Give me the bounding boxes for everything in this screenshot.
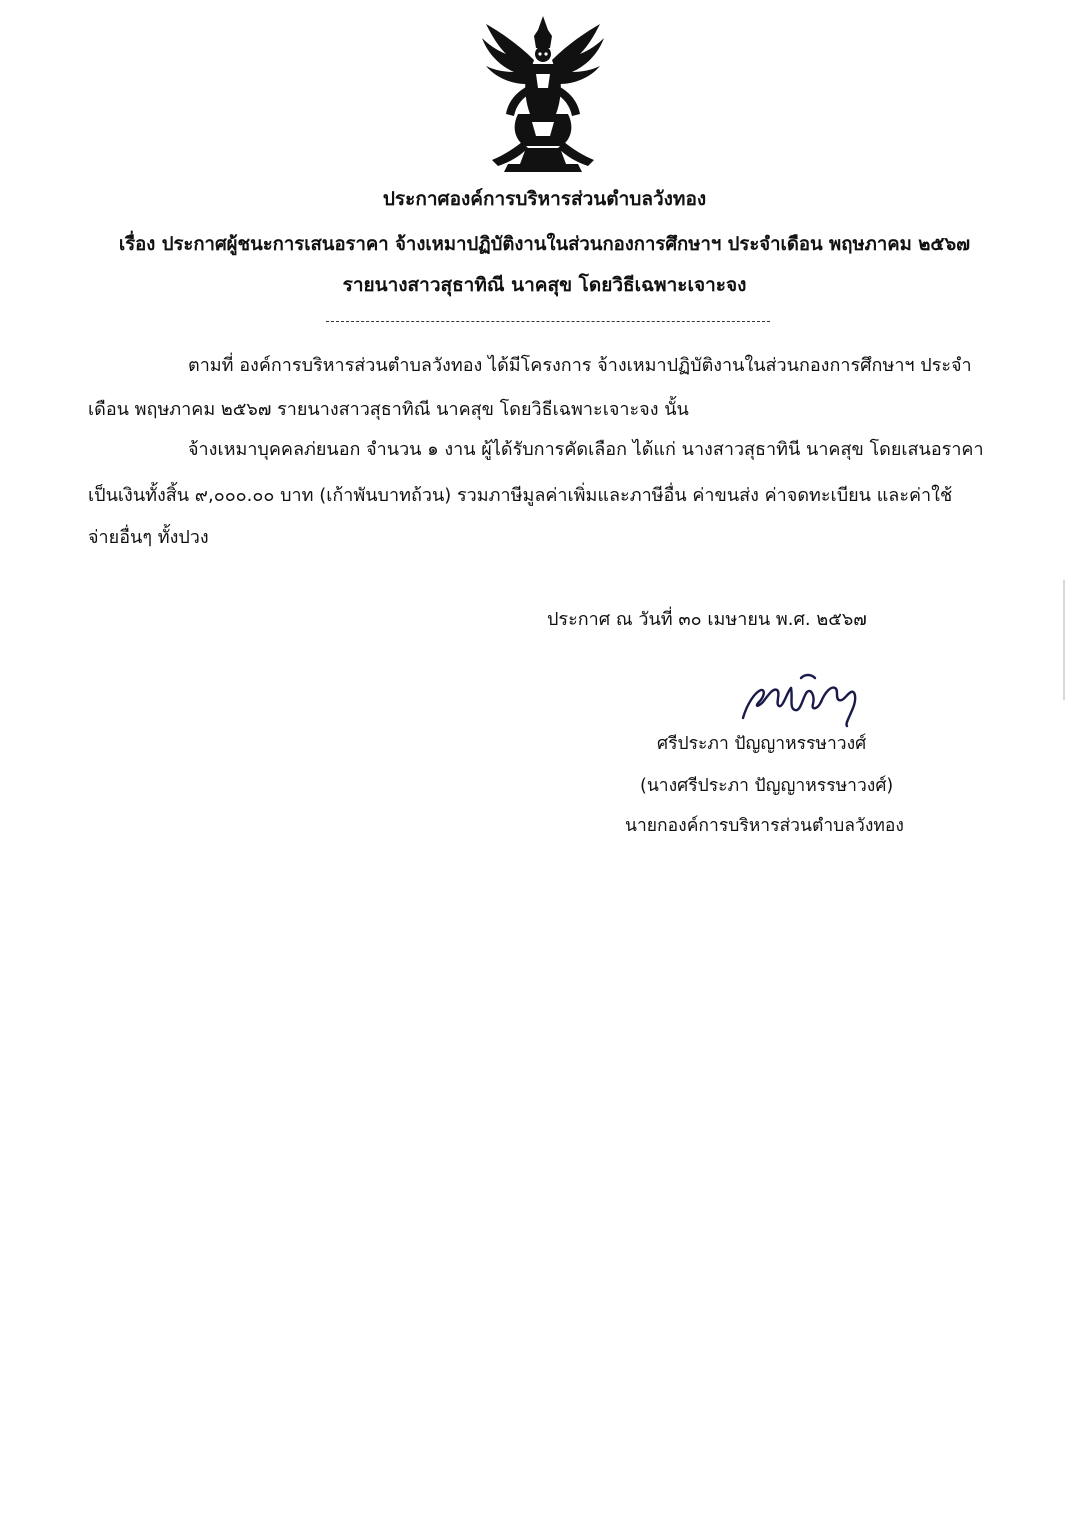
handwritten-signature-icon bbox=[735, 668, 865, 728]
signatory-position: นายกองค์การบริหารส่วนตำบลวังทอง bbox=[625, 816, 904, 836]
announcement-title: ประกาศองค์การบริหารส่วนตำบลวังทอง bbox=[382, 188, 707, 210]
body-paragraph-1-line-1: ตามที่ องค์การบริหารส่วนตำบลวังทอง ได้มีโครงการ จ้างเหมาปฏิบัติงานในส่วนกองการศึกษาฯ ประจำ bbox=[188, 355, 972, 376]
body-paragraph-2-line-3: จ่ายอื่นๆ ทั้งปวง bbox=[88, 527, 209, 548]
announcement-subject-continued: รายนางสาวสุธาทิณี นาคสุข โดยวิธีเฉพาะเจาะจง bbox=[342, 274, 747, 296]
garuda-emblem-icon bbox=[478, 14, 608, 176]
header-divider bbox=[326, 321, 770, 322]
body-paragraph-1-line-2: เดือน พฤษภาคม ๒๕๖๗ รายนางสาวสุธาทิณี นาคสุข โดยวิธีเฉพาะเจาะจง นั้น bbox=[88, 399, 689, 420]
body-paragraph-2-line-1: จ้างเหมาบุคคลภ่ยนอก จำนวน ๑ งาน ผู้ได้รับการคัดเลือก ได้แก่ นางสาวสุธาทินี นาคสุข โดยเสนอราคา bbox=[188, 439, 984, 460]
signatory-name: ศรีประภา ปัญญาหรรษาวงศ์ bbox=[657, 734, 867, 754]
announcement-subject: เรื่อง ประกาศผู้ชนะการเสนอราคา จ้างเหมาปฏิบัติงานในส่วนกองการศึกษาฯ ประจำเดือน พฤษภาคม ๒๕๖๗ bbox=[118, 234, 971, 255]
announcement-date: ประกาศ ณ วันที่ ๓๐ เมษายน พ.ศ. ๒๕๖๗ bbox=[547, 609, 867, 630]
body-paragraph-2-line-2: เป็นเงินทั้งสิ้น ๙,๐๐๐.๐๐ บาท (เก้าพันบาทถ้วน) รวมภาษีมูลค่าเพิ่มและภาษีอื่น ค่าขนส่ง ค่าจดทะเบียน และค่าใช้ bbox=[88, 485, 953, 506]
signatory-full-name: (นางศรีประภา ปัญญาหรรษาวงศ์) bbox=[640, 776, 894, 796]
